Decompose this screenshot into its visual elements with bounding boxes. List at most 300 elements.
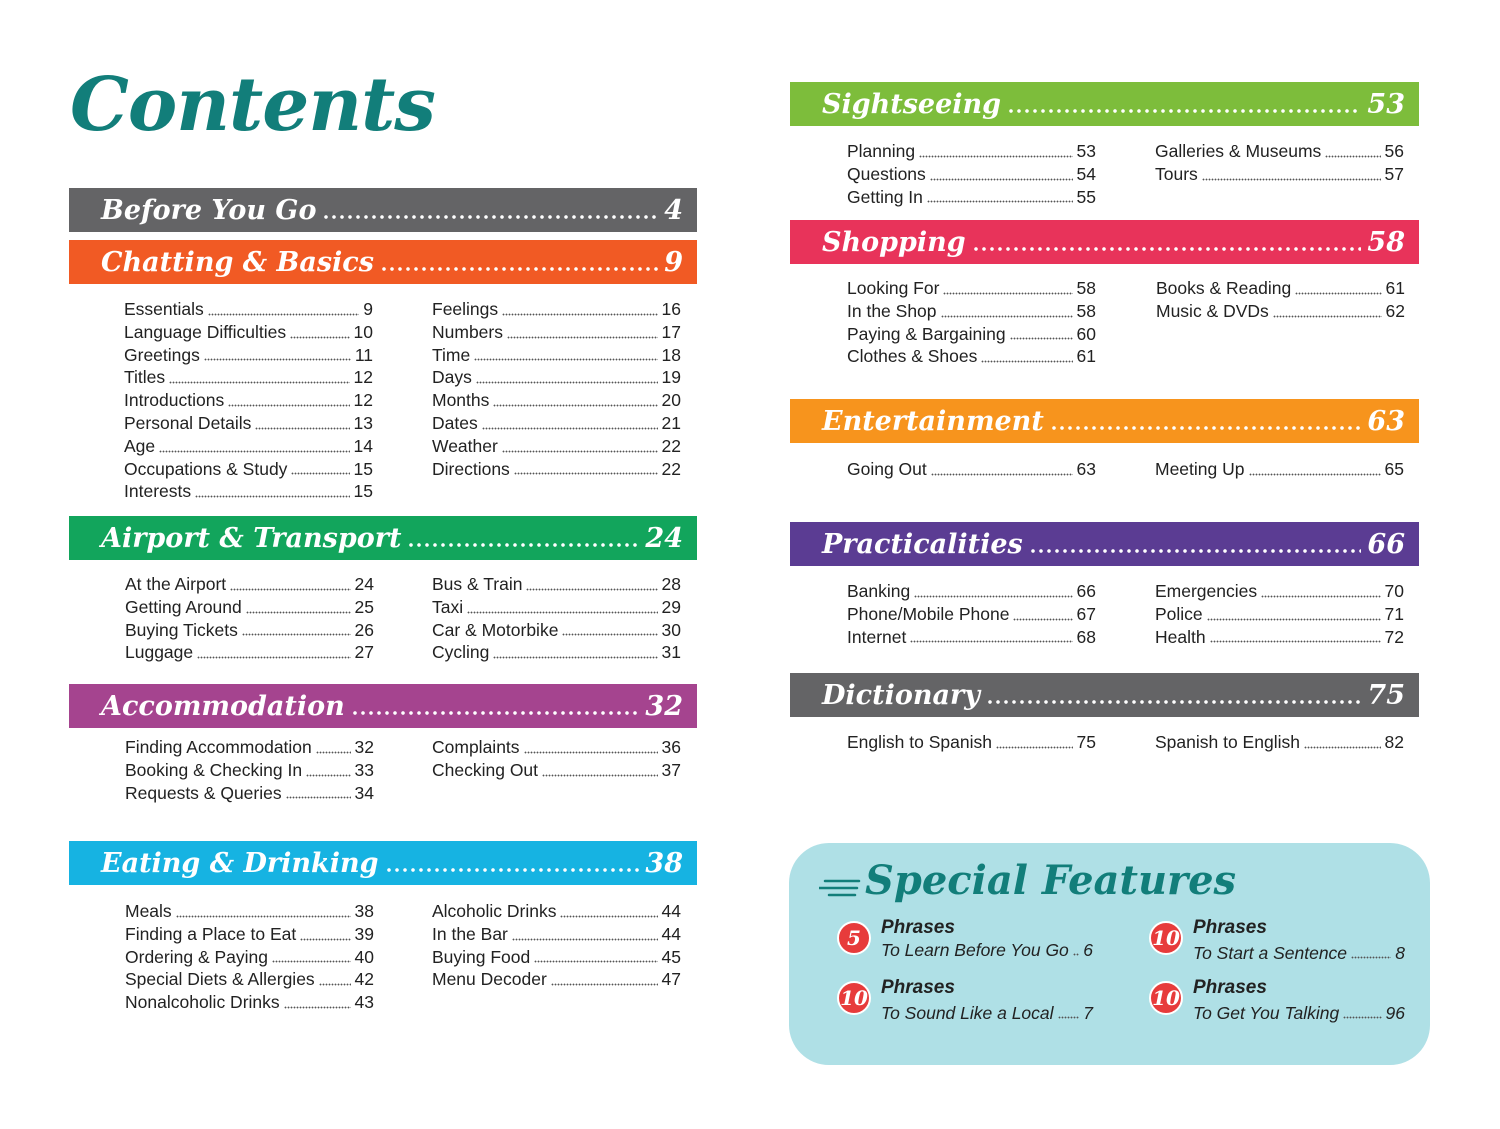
toc-entry-page: 33	[354, 759, 374, 780]
toc-entry[interactable]	[125, 736, 374, 759]
dot-leader	[493, 404, 657, 407]
toc-entry-label: Cycling	[432, 642, 490, 663]
toc-entry[interactable]	[847, 186, 1096, 209]
toc-entry-page: 43	[354, 992, 374, 1013]
dot-leader	[931, 473, 1073, 476]
dot-leader	[927, 200, 1073, 203]
toc-entry-label: Days	[432, 367, 472, 388]
toc-entry-page: 66	[1076, 581, 1096, 601]
toc-entry[interactable]	[847, 163, 1096, 186]
toc-entry[interactable]	[1155, 731, 1404, 754]
toc-entry-label: Finding Accommodation	[125, 737, 312, 757]
toc-entry-label: Titles	[124, 367, 166, 388]
dot-leader	[322, 215, 658, 219]
dot-leader	[493, 656, 657, 659]
feature-item[interactable]	[1149, 977, 1411, 1025]
count-badge: 10	[1149, 981, 1183, 1015]
toc-entry-label: Getting Around	[125, 596, 242, 617]
toc-entry-label: English to Spanish	[847, 732, 992, 752]
dot-leader	[943, 292, 1072, 295]
toc-column	[125, 736, 374, 804]
toc-entry-label: In the Bar	[432, 923, 508, 944]
dot-leader	[300, 938, 350, 941]
toc-entry[interactable]	[432, 968, 681, 991]
dot-leader	[1295, 292, 1381, 295]
dot-leader	[482, 427, 658, 430]
toc-entry[interactable]	[432, 573, 681, 596]
toc-column	[847, 731, 1096, 754]
toc-entry-label: Occupations & Study	[124, 458, 288, 479]
toc-entry-page: 24	[354, 574, 374, 594]
toc-entry[interactable]	[125, 619, 374, 642]
toc-entry[interactable]	[432, 619, 681, 642]
dot-leader	[1261, 595, 1380, 598]
section-page: 58	[1367, 226, 1405, 258]
dot-leader	[941, 315, 1073, 318]
toc-entry[interactable]	[432, 759, 681, 782]
toc-entry[interactable]	[124, 412, 373, 435]
dot-leader	[910, 640, 1072, 643]
toc-entry[interactable]	[124, 321, 373, 344]
toc-column	[125, 900, 374, 1014]
toc-column	[847, 277, 1096, 368]
dot-leader	[919, 155, 1072, 158]
toc-entry-label: Spanish to English	[1155, 732, 1300, 752]
dot-leader	[242, 633, 351, 636]
toc-entry-label: Directions	[432, 458, 510, 479]
dot-leader	[1029, 549, 1362, 553]
toc-entry-label: Numbers	[432, 321, 503, 342]
toc-entry[interactable]	[124, 366, 373, 389]
toc-entry-label: Complaints	[432, 737, 520, 757]
toc-entry-label: Alcoholic Drinks	[432, 901, 557, 921]
special-features-panel	[789, 843, 1430, 1065]
toc-entry-label: Ordering & Paying	[125, 946, 268, 967]
toc-entry[interactable]	[432, 900, 681, 923]
dot-leader	[351, 711, 640, 715]
section-bar-entertainment[interactable]	[790, 399, 1419, 443]
toc-entry-page: 53	[1076, 141, 1096, 161]
toc-entry[interactable]	[1155, 603, 1404, 626]
toc-entry-page: 25	[354, 596, 374, 617]
toc-entry-page: 30	[661, 619, 681, 640]
dot-leader	[230, 588, 350, 591]
count-badge: 10	[837, 981, 871, 1015]
section-bar-sightseeing[interactable]	[790, 82, 1419, 126]
toc-entry-page: 61	[1076, 346, 1096, 367]
dot-leader	[255, 427, 349, 430]
toc-entry-label: Dates	[432, 412, 478, 433]
toc-entry-label: Introductions	[124, 390, 225, 411]
toc-entry-label: Buying Food	[432, 946, 531, 967]
dot-leader	[474, 358, 657, 361]
toc-entry-page: 71	[1384, 603, 1404, 624]
section-bar-chatting-basics[interactable]	[69, 240, 697, 284]
dot-leader	[1010, 337, 1073, 340]
dot-leader	[1207, 618, 1381, 621]
count-badge: 10	[1149, 921, 1183, 955]
toc-entry[interactable]	[1155, 140, 1404, 163]
toc-entry-page: 12	[353, 367, 373, 388]
dot-leader	[208, 313, 360, 316]
toc-entry-page: 11	[354, 344, 373, 365]
section-bar-eating-drinking[interactable]	[69, 841, 697, 885]
toc-entry-page: 15	[353, 458, 373, 479]
toc-entry-label: Buying Tickets	[125, 619, 238, 640]
dot-leader	[996, 746, 1073, 749]
dot-leader	[526, 588, 657, 591]
dot-leader	[169, 381, 349, 384]
section-bar-accommodation[interactable]	[69, 684, 697, 728]
toc-entry-label: Essentials	[124, 299, 204, 319]
toc-entry[interactable]	[125, 968, 374, 991]
toc-entry-page: 68	[1076, 626, 1096, 647]
toc-entry[interactable]	[124, 389, 373, 412]
feature-subtitle: To Learn Before You Go 6	[881, 940, 1093, 960]
toc-entry-page: 9	[363, 299, 373, 319]
toc-entry[interactable]	[125, 596, 374, 619]
toc-entry-label: Paying & Bargaining	[847, 323, 1006, 344]
toc-entry[interactable]	[1156, 277, 1405, 300]
dot-leader	[306, 774, 350, 777]
toc-entry-label: Interests	[124, 481, 192, 502]
toc-entry-page: 67	[1076, 603, 1096, 624]
toc-entry-page: 40	[354, 946, 374, 967]
dot-leader	[524, 751, 658, 754]
feature-title: Phrases	[881, 917, 955, 938]
section-title: Before You Go	[101, 194, 317, 226]
toc-column	[1156, 277, 1405, 323]
toc-column	[125, 573, 374, 664]
section-page: 24	[645, 522, 683, 554]
toc-entry[interactable]	[124, 458, 373, 481]
toc-entry-page: 62	[1385, 300, 1405, 321]
feature-subtitle: To Get You Talking 96	[1193, 1003, 1405, 1023]
toc-column	[1155, 580, 1404, 648]
toc-entry[interactable]	[847, 277, 1096, 300]
toc-entry-page: 38	[354, 901, 374, 921]
toc-entry-page: 18	[661, 344, 681, 365]
toc-entry[interactable]	[124, 480, 373, 503]
dot-leader	[1202, 178, 1381, 181]
section-title: Accommodation	[101, 690, 345, 722]
toc-entry[interactable]	[847, 140, 1096, 163]
toc-column	[432, 298, 681, 480]
toc-entry-label: Emergencies	[1155, 581, 1258, 601]
dot-leader	[476, 381, 658, 384]
toc-column	[432, 736, 681, 782]
toc-entry[interactable]	[432, 389, 681, 412]
toc-entry-page: 13	[353, 412, 373, 433]
section-page: 4	[664, 194, 683, 226]
feature-item[interactable]	[837, 977, 1099, 1025]
dot-leader	[246, 611, 351, 614]
toc-entry[interactable]	[847, 323, 1096, 346]
toc-entry[interactable]	[1155, 458, 1404, 481]
toc-entry-page: 54	[1076, 163, 1096, 184]
toc-entry-label: Planning	[847, 141, 916, 161]
toc-entry[interactable]	[432, 736, 681, 759]
toc-entry-label: Meals	[125, 901, 172, 921]
toc-entry-label: Internet	[847, 626, 907, 647]
toc-entry-page: 34	[354, 782, 374, 803]
toc-entry[interactable]	[847, 603, 1096, 626]
toc-entry-label: Looking For	[847, 278, 940, 298]
toc-entry[interactable]	[432, 412, 681, 435]
dot-leader	[542, 774, 658, 777]
toc-entry-label: Clothes & Shoes	[847, 346, 978, 367]
section-title: Entertainment	[822, 405, 1044, 437]
count-badge: 5	[837, 921, 871, 955]
dot-leader	[1304, 746, 1381, 749]
section-page: 53	[1367, 88, 1405, 120]
toc-entry-page: 37	[661, 759, 681, 780]
section-page: 32	[645, 690, 683, 722]
toc-entry[interactable]	[432, 435, 681, 458]
toc-entry-label: Going Out	[847, 459, 927, 479]
dot-leader	[502, 450, 658, 453]
toc-entry-page: 75	[1076, 732, 1096, 752]
dot-leader	[380, 267, 658, 271]
toc-entry-label: Nonalcoholic Drinks	[125, 992, 280, 1013]
toc-entry[interactable]	[125, 573, 374, 596]
toc-column	[432, 573, 681, 664]
toc-entry-label: Menu Decoder	[432, 969, 547, 990]
toc-column	[1155, 140, 1404, 186]
toc-entry-page: 17	[661, 321, 681, 342]
dot-leader	[562, 633, 657, 636]
dot-leader	[316, 751, 351, 754]
section-title: Practicalities	[822, 528, 1023, 560]
toc-entry[interactable]	[1155, 163, 1404, 186]
toc-entry-page: 32	[354, 737, 374, 757]
toc-entry-page: 16	[661, 299, 681, 319]
toc-entry[interactable]	[432, 298, 681, 321]
dot-leader	[1273, 315, 1382, 318]
toc-entry[interactable]	[847, 458, 1096, 481]
feature-title: Phrases	[1193, 977, 1267, 998]
toc-entry[interactable]	[847, 300, 1096, 323]
dot-leader	[195, 495, 349, 498]
dot-leader	[551, 983, 658, 986]
toc-entry[interactable]	[432, 596, 681, 619]
toc-entry-page: 57	[1384, 163, 1404, 184]
toc-entry-label: Age	[124, 435, 156, 456]
dot-leader	[1249, 473, 1381, 476]
section-title: Chatting & Basics	[101, 246, 374, 278]
toc-entry[interactable]	[847, 345, 1096, 368]
toc-column	[432, 900, 681, 991]
toc-entry-label: Booking & Checking In	[125, 759, 303, 780]
toc-entry-label: Greetings	[124, 344, 200, 365]
toc-entry[interactable]	[124, 435, 373, 458]
toc-entry-label: Time	[432, 344, 471, 365]
toc-entry-page: 39	[354, 923, 374, 944]
section-title: Shopping	[822, 226, 966, 258]
dot-leader	[290, 336, 349, 339]
toc-entry-label: Requests & Queries	[125, 782, 282, 803]
toc-entry[interactable]	[125, 923, 374, 946]
toc-entry[interactable]	[124, 298, 373, 321]
dot-leader	[1325, 155, 1380, 158]
toc-entry-label: Tours	[1155, 163, 1198, 184]
dot-leader	[284, 1006, 351, 1009]
toc-entry-page: 72	[1384, 626, 1404, 647]
toc-entry[interactable]	[124, 344, 373, 367]
dot-leader	[507, 336, 658, 339]
toc-column	[847, 458, 1096, 481]
toc-entry-label: Meeting Up	[1155, 459, 1245, 479]
dot-leader	[407, 543, 639, 547]
toc-entry-page: 82	[1384, 732, 1404, 752]
toc-entry-page: 19	[661, 367, 681, 388]
toc-entry-page: 20	[661, 390, 681, 411]
dot-leader	[159, 450, 349, 453]
section-page: 9	[664, 246, 683, 278]
toc-column	[847, 580, 1096, 648]
dot-leader	[560, 915, 657, 918]
toc-entry-page: 36	[661, 737, 681, 757]
dot-leader	[972, 247, 1362, 251]
dot-leader	[291, 472, 349, 475]
toc-column	[1155, 731, 1404, 754]
toc-entry-label: In the Shop	[847, 300, 937, 321]
dot-leader	[204, 358, 351, 361]
dot-leader	[502, 313, 657, 316]
toc-entry-label: Bus & Train	[432, 574, 523, 594]
dot-leader	[514, 472, 658, 475]
toc-entry-label: Books & Reading	[1156, 278, 1292, 298]
toc-entry-label: Feelings	[432, 299, 499, 319]
speed-lines-icon	[819, 877, 861, 901]
toc-entry-label: Questions	[847, 163, 926, 184]
dot-leader	[1210, 640, 1381, 643]
toc-entry-page: 58	[1076, 300, 1096, 321]
toc-entry-page: 47	[661, 969, 681, 990]
toc-entry-label: Luggage	[125, 642, 194, 663]
dot-leader	[467, 611, 657, 614]
toc-column	[124, 298, 373, 503]
toc-entry[interactable]	[125, 900, 374, 923]
toc-entry[interactable]	[432, 641, 681, 664]
toc-entry[interactable]	[1156, 300, 1405, 323]
section-bar-dictionary[interactable]	[790, 673, 1419, 717]
dot-leader	[1050, 426, 1362, 430]
section-bar-practicalities[interactable]	[790, 522, 1419, 566]
toc-entry-label: Getting In	[847, 186, 923, 207]
toc-entry-page: 27	[354, 642, 374, 663]
toc-entry[interactable]	[125, 946, 374, 969]
dot-leader	[1013, 618, 1072, 621]
toc-entry[interactable]	[125, 991, 374, 1014]
toc-entry[interactable]	[432, 344, 681, 367]
dot-leader	[319, 983, 351, 986]
toc-entry-page: 65	[1384, 459, 1404, 479]
section-title: Airport & Transport	[101, 522, 402, 554]
feature-item[interactable]	[1149, 917, 1411, 965]
section-title: Dictionary	[822, 679, 980, 711]
dot-leader	[930, 178, 1073, 181]
dot-leader	[1007, 109, 1361, 113]
toc-entry-page: 22	[661, 435, 681, 456]
section-title: Eating & Drinking	[101, 847, 379, 879]
toc-entry-label: Checking Out	[432, 759, 539, 780]
toc-entry-page: 10	[353, 321, 373, 342]
toc-entry-page: 44	[661, 923, 681, 944]
toc-entry-page: 70	[1384, 581, 1404, 601]
toc-entry[interactable]	[847, 731, 1096, 754]
page-title: Contents	[70, 62, 435, 148]
toc-entry-label: Music & DVDs	[1156, 300, 1269, 321]
toc-entry[interactable]	[125, 641, 374, 664]
toc-entry-page: 12	[353, 390, 373, 411]
section-bar-before-you-go[interactable]	[69, 188, 697, 232]
feature-item[interactable]	[837, 917, 1099, 965]
feature-subtitle: To Sound Like a Local 7	[881, 1003, 1093, 1023]
dot-leader	[981, 360, 1072, 363]
toc-entry-page: 63	[1076, 459, 1096, 479]
section-page: 66	[1367, 528, 1405, 560]
toc-entry[interactable]	[125, 759, 374, 782]
toc-entry[interactable]	[847, 626, 1096, 649]
toc-entry-page: 28	[661, 574, 681, 594]
toc-entry[interactable]	[432, 923, 681, 946]
dot-leader	[228, 404, 349, 407]
toc-entry-label: Phone/Mobile Phone	[847, 603, 1010, 624]
toc-entry-label: Health	[1155, 626, 1206, 647]
toc-entry-label: Special Diets & Allergies	[125, 969, 315, 990]
feature-title: Phrases	[1193, 917, 1267, 938]
dot-leader	[272, 960, 351, 963]
toc-entry-page: 29	[661, 596, 681, 617]
dot-leader	[986, 700, 1362, 704]
toc-entry-label: Language Difficulties	[124, 321, 287, 342]
toc-entry[interactable]	[432, 458, 681, 481]
toc-entry-page: 42	[354, 969, 374, 990]
toc-entry-page: 55	[1076, 186, 1096, 207]
toc-entry-label: Police	[1155, 603, 1203, 624]
section-title: Sightseeing	[822, 88, 1002, 120]
toc-entry[interactable]	[432, 321, 681, 344]
toc-entry-page: 56	[1384, 141, 1404, 161]
toc-entry-page: 44	[661, 901, 681, 921]
toc-entry[interactable]	[432, 366, 681, 389]
toc-entry-label: Months	[432, 390, 490, 411]
toc-entry[interactable]	[1155, 580, 1404, 603]
toc-entry-page: 58	[1076, 278, 1096, 298]
section-page: 38	[645, 847, 683, 879]
toc-entry-label: At the Airport	[125, 574, 227, 594]
toc-entry[interactable]	[1155, 626, 1404, 649]
special-features-title: Special Features	[865, 857, 1237, 904]
section-page: 63	[1367, 405, 1405, 437]
toc-entry-label: Banking	[847, 581, 911, 601]
toc-entry-label: Taxi	[432, 596, 464, 617]
toc-entry[interactable]	[125, 782, 374, 805]
dot-leader	[512, 938, 658, 941]
dot-leader	[914, 595, 1072, 598]
toc-entry[interactable]	[432, 946, 681, 969]
section-bar-airport-transport[interactable]	[69, 516, 697, 560]
section-bar-shopping[interactable]	[790, 220, 1419, 264]
toc-entry-page: 14	[353, 435, 373, 456]
dot-leader	[286, 796, 351, 799]
feature-subtitle: To Start a Sentence 8	[1193, 943, 1405, 963]
toc-entry-page: 60	[1076, 323, 1096, 344]
toc-entry[interactable]	[847, 580, 1096, 603]
toc-column	[1155, 458, 1404, 481]
toc-entry-label: Personal Details	[124, 412, 252, 433]
